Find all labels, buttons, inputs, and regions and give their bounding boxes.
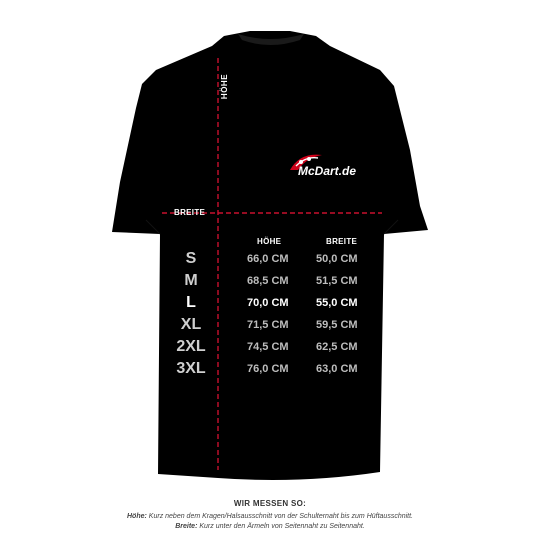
height-value: 68,5 CM (247, 275, 289, 287)
table-row (170, 250, 380, 270)
table-row-highlighted (170, 294, 380, 314)
footer-height-label: Höhe: (127, 513, 147, 520)
size-label: XL (180, 316, 202, 333)
size-label: L (186, 294, 196, 311)
width-value: 63,0 CM (316, 363, 358, 375)
height-axis-label: HÖHE (220, 73, 230, 100)
height-value: 71,5 CM (247, 319, 289, 331)
height-value: 74,5 CM (247, 341, 289, 353)
height-value: 70,0 CM (247, 297, 289, 309)
height-value: 66,0 CM (247, 253, 289, 265)
footer-width-description (0, 523, 540, 530)
footer-height-description (0, 513, 540, 520)
size-label: 2XL (176, 338, 206, 355)
width-value: 50,0 CM (316, 253, 358, 265)
table-row (170, 360, 380, 380)
width-value: 59,5 CM (316, 319, 358, 331)
column-header-width: BREITE (326, 237, 358, 246)
width-value: 55,0 CM (316, 297, 358, 309)
width-value: 51,5 CM (316, 275, 358, 287)
height-value: 76,0 CM (247, 363, 289, 375)
size-label: M (184, 272, 198, 289)
table-row (170, 272, 380, 292)
footer-height-text: Kurz neben dem Kragen/Halsausschnitt von der Schulternaht bis zum Hüftausschnitt. (148, 513, 413, 520)
column-header-height: HÖHE (257, 237, 282, 246)
table-row (170, 316, 380, 336)
brand-logo-text: McDart.de (298, 164, 357, 178)
table-row (170, 338, 380, 358)
width-value: 62,5 CM (316, 341, 358, 353)
width-axis-label: BREITE (174, 208, 206, 217)
footer-title: WIR MESSEN SO: (233, 499, 307, 508)
size-label: S (185, 250, 197, 267)
size-label: 3XL (176, 360, 206, 377)
footer-width-text: Kurz unter den Ärmeln von Seitennaht zu Seitennaht. (199, 523, 365, 530)
footer-width-label: Breite: (175, 523, 198, 530)
